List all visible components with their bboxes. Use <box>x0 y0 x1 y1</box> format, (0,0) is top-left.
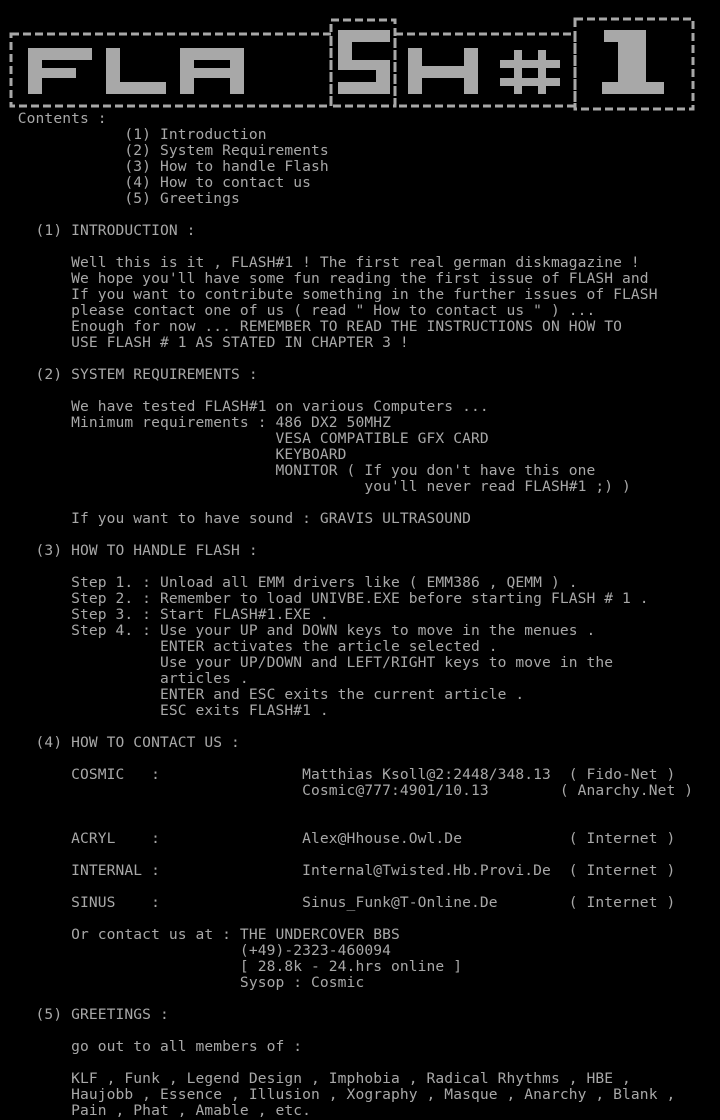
text-line: Use your UP/DOWN and LEFT/RIGHT keys to move in the <box>0 654 614 671</box>
text-line <box>0 1055 693 1071</box>
text-line: please contact one of us ( read " How to contact us " ) ... <box>0 302 596 319</box>
text-line <box>0 495 693 511</box>
text-line: Well this is it , FLASH#1 ! The first real german diskmagazine ! <box>0 254 640 271</box>
text-line <box>0 751 693 767</box>
text-line: (5) Greetings <box>0 190 240 207</box>
text-line: If you want to have sound : GRAVIS ULTRASOUND <box>0 510 471 527</box>
text-line <box>0 239 693 255</box>
text-line: Haujobb , Essence , Illusion , Xography , Masque , Anarchy , Blank , <box>0 1086 676 1103</box>
text-line: (2) SYSTEM REQUIREMENTS : <box>0 366 258 383</box>
text-line: COSMIC : Matthias Ksoll@2:2448/348.13 ( Fido-Net ) <box>0 766 676 783</box>
text-line: (2) System Requirements <box>0 142 329 159</box>
text-line: Step 1. : Unload all EMM drivers like ( EMM386 , QEMM ) . <box>0 574 578 591</box>
text-line: Step 4. : Use your UP and DOWN keys to move in the menues . <box>0 622 596 639</box>
text-line: ESC exits FLASH#1 . <box>0 702 329 719</box>
text-line: articles . <box>0 670 249 687</box>
text-line: (3) HOW TO HANDLE FLASH : <box>0 542 258 559</box>
text-line <box>0 911 693 927</box>
text-line: ENTER activates the article selected . <box>0 638 498 655</box>
text-line: Sysop : Cosmic <box>0 974 365 991</box>
text-line: ACRYL : Alex@Hhouse.Owl.De ( Internet ) <box>0 830 676 847</box>
text-line: We have tested FLASH#1 on various Computers ... <box>0 398 489 415</box>
text-line <box>0 207 693 223</box>
text-line <box>0 559 693 575</box>
text-line: ENTER and ESC exits the current article . <box>0 686 525 703</box>
text-line <box>0 351 693 367</box>
text-line <box>0 847 693 863</box>
text-line: Or contact us at : THE UNDERCOVER BBS <box>0 926 400 943</box>
flash-1-logo <box>8 16 698 114</box>
text-line: INTERNAL : Internal@Twisted.Hb.Provi.De ( Internet ) <box>0 862 676 879</box>
text-line <box>0 991 693 1007</box>
text-line <box>0 799 693 815</box>
text-line: MONITOR ( If you don't have this one <box>0 462 596 479</box>
text-line: (3) How to handle Flash <box>0 158 329 175</box>
text-line: (+49)-2323-460094 <box>0 942 391 959</box>
text-line <box>0 1023 693 1039</box>
text-line: (5) GREETINGS : <box>0 1006 169 1023</box>
text-line: Step 3. : Start FLASH#1.EXE . <box>0 606 329 623</box>
text-line: Contents : <box>0 110 107 127</box>
text-line <box>0 527 693 543</box>
text-line: We hope you'll have some fun reading the first issue of FLASH and <box>0 270 649 287</box>
text-line: KEYBOARD <box>0 446 347 463</box>
text-line: Cosmic@777:4901/10.13 ( Anarchy.Net ) <box>0 782 694 799</box>
text-line: [ 28.8k - 24.hrs online ] <box>0 958 463 975</box>
text-line <box>0 719 693 735</box>
text-line <box>0 383 693 399</box>
text-line: you'll never read FLASH#1 ;) ) <box>0 478 631 495</box>
text-line: go out to all members of : <box>0 1038 303 1055</box>
text-line: (4) HOW TO CONTACT US : <box>0 734 240 751</box>
text-line <box>0 879 693 895</box>
text-line: Enough for now ... REMEMBER TO READ THE INSTRUCTIONS ON HOW TO <box>0 318 623 335</box>
text-line: Step 2. : Remember to load UNIVBE.EXE before starting FLASH # 1 . <box>0 590 649 607</box>
text-line: Minimum requirements : 486 DX2 50MHZ <box>0 414 391 431</box>
text-line: (4) How to contact us <box>0 174 312 191</box>
text-line: USE FLASH # 1 AS STATED IN CHAPTER 3 ! <box>0 334 409 351</box>
text-line: KLF , Funk , Legend Design , Imphobia , Radical Rhythms , HBE , <box>0 1070 631 1087</box>
text-line <box>0 815 693 831</box>
text-line: If you want to contribute something in the further issues of FLASH <box>0 286 658 303</box>
text-line: (1) INTRODUCTION : <box>0 222 196 239</box>
text-line: VESA COMPATIBLE GFX CARD <box>0 430 489 447</box>
contents-text-screen <box>0 111 693 1119</box>
text-line: (1) Introduction <box>0 126 267 143</box>
text-line: Pain , Phat , Amable , etc. <box>0 1102 312 1119</box>
text-line: SINUS : Sinus_Funk@T-Online.De ( Internet ) <box>0 894 676 911</box>
